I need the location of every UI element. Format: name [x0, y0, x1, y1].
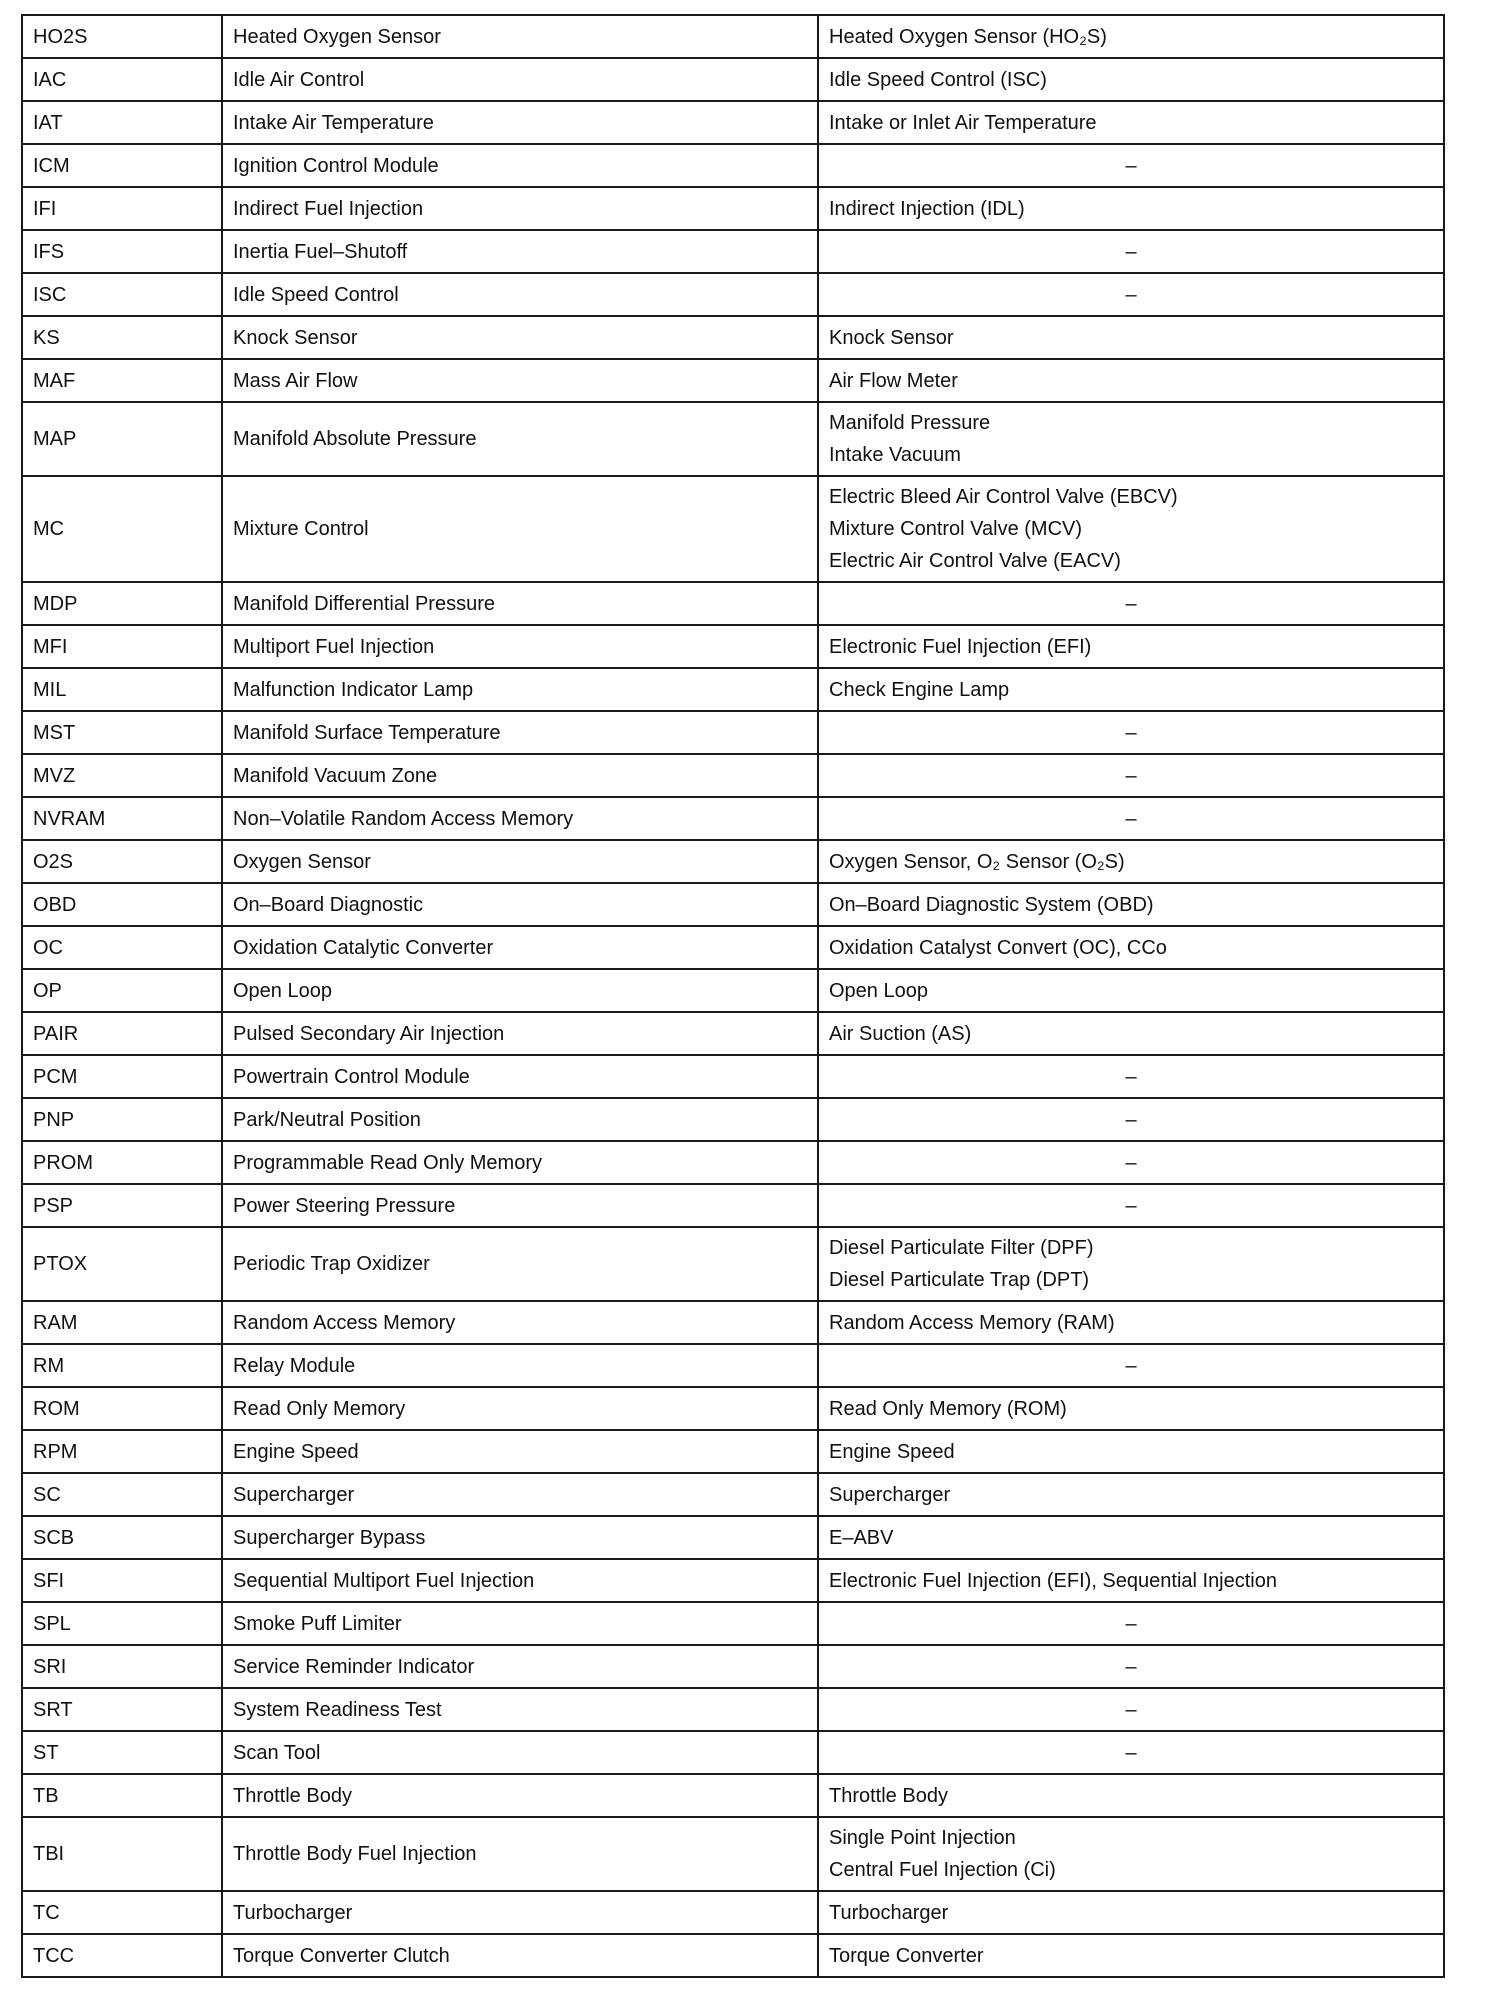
- equivalent-cell: [818, 1227, 1444, 1301]
- equivalent-cell: [818, 1387, 1444, 1430]
- equivalent-cell: [818, 1055, 1444, 1098]
- acronym-cell: MDP: [22, 582, 222, 625]
- equivalent-cell: [818, 187, 1444, 230]
- equivalent-cell: [818, 711, 1444, 754]
- term-cell: Service Reminder Indicator: [222, 1645, 818, 1688]
- equivalent-line: Diesel Particulate Trap (DPT): [829, 1269, 1090, 1291]
- acronym-cell: SRT: [22, 1688, 222, 1731]
- term-cell: Manifold Surface Temperature: [222, 711, 818, 754]
- equivalent-line: –: [1125, 807, 1137, 830]
- equivalent-cell: [818, 58, 1444, 101]
- term-cell: Relay Module: [222, 1344, 818, 1387]
- term-cell: Oxygen Sensor: [222, 840, 818, 883]
- equivalent-cell: [818, 840, 1444, 883]
- acronym-cell: PNP: [22, 1098, 222, 1141]
- equivalent-cell: [818, 476, 1444, 582]
- table-row: [22, 840, 1444, 883]
- equivalent-cell: [818, 144, 1444, 187]
- acronym-cell: MC: [22, 476, 222, 582]
- term-cell: Mixture Control: [222, 476, 818, 582]
- table-row: [22, 1602, 1444, 1645]
- equivalent-line: Intake Vacuum: [829, 444, 961, 466]
- equivalent-line: –: [1125, 1612, 1137, 1635]
- table-row: [22, 1731, 1444, 1774]
- acronym-cell: IFS: [22, 230, 222, 273]
- equivalent-line: Read Only Memory (ROM): [829, 1397, 1067, 1420]
- acronym-cell: OC: [22, 926, 222, 969]
- term-cell: Pulsed Secondary Air Injection: [222, 1012, 818, 1055]
- acronym-cell: MAF: [22, 359, 222, 402]
- acronym-cell: SFI: [22, 1559, 222, 1602]
- term-cell: System Readiness Test: [222, 1688, 818, 1731]
- term-cell: Ignition Control Module: [222, 144, 818, 187]
- table-row: [22, 230, 1444, 273]
- equivalent-line: Electric Bleed Air Control Valve (EBCV): [829, 486, 1178, 508]
- term-cell: Throttle Body: [222, 1774, 818, 1817]
- equivalent-line: Heated Oxygen Sensor (HO₂S): [829, 25, 1107, 48]
- equivalent-line: Check Engine Lamp: [829, 678, 1010, 701]
- acronym-cell: TBI: [22, 1817, 222, 1891]
- equivalent-line: –: [1125, 764, 1137, 787]
- equivalent-line: On–Board Diagnostic System (OBD): [829, 893, 1154, 916]
- acronym-cell: SPL: [22, 1602, 222, 1645]
- equivalent-cell: [818, 754, 1444, 797]
- equivalent-line: Oxidation Catalyst Convert (OC), CCo: [829, 936, 1167, 959]
- term-cell: Multiport Fuel Injection: [222, 625, 818, 668]
- equivalent-cell: [818, 1516, 1444, 1559]
- table-row: [22, 1141, 1444, 1184]
- table-row: [22, 797, 1444, 840]
- table-row: [22, 316, 1444, 359]
- equivalent-line: Electric Air Control Valve (EACV): [829, 550, 1121, 572]
- equivalent-cell: [818, 1141, 1444, 1184]
- term-cell: Knock Sensor: [222, 316, 818, 359]
- acronym-cell: PROM: [22, 1141, 222, 1184]
- table-row: [22, 883, 1444, 926]
- equivalent-cell: [818, 1012, 1444, 1055]
- equivalent-line: Knock Sensor: [829, 326, 954, 349]
- acronym-cell: ISC: [22, 273, 222, 316]
- equivalent-line: –: [1125, 721, 1137, 744]
- equivalent-line: –: [1125, 1108, 1137, 1131]
- term-cell: Throttle Body Fuel Injection: [222, 1817, 818, 1891]
- equivalent-cell: [818, 797, 1444, 840]
- term-cell: Malfunction Indicator Lamp: [222, 668, 818, 711]
- acronym-cell: RM: [22, 1344, 222, 1387]
- equivalent-line: Electronic Fuel Injection (EFI), Sequential Injection: [829, 1569, 1277, 1592]
- equivalent-line: Oxygen Sensor, O₂ Sensor (O₂S): [829, 850, 1125, 873]
- equivalent-cell: [818, 883, 1444, 926]
- equivalent-cell: [818, 1645, 1444, 1688]
- table-row: [22, 1301, 1444, 1344]
- table-row: [22, 1891, 1444, 1934]
- table-row: [22, 1688, 1444, 1731]
- equivalent-line: Engine Speed: [829, 1440, 955, 1463]
- equivalent-cell: [818, 625, 1444, 668]
- table-row: [22, 359, 1444, 402]
- equivalent-line: –: [1125, 1655, 1137, 1678]
- table-row: [22, 1559, 1444, 1602]
- acronym-cell: IAT: [22, 101, 222, 144]
- table-row: [22, 582, 1444, 625]
- table-row: [22, 1645, 1444, 1688]
- equivalent-line: Manifold Pressure: [829, 412, 991, 434]
- term-cell: Supercharger Bypass: [222, 1516, 818, 1559]
- acronym-cell: MST: [22, 711, 222, 754]
- equivalent-line: –: [1125, 283, 1137, 306]
- term-cell: Periodic Trap Oxidizer: [222, 1227, 818, 1301]
- table-row: [22, 711, 1444, 754]
- term-cell: Indirect Fuel Injection: [222, 187, 818, 230]
- acronym-cell: ICM: [22, 144, 222, 187]
- table-row: [22, 273, 1444, 316]
- term-cell: Mass Air Flow: [222, 359, 818, 402]
- equivalent-line: –: [1125, 1354, 1137, 1377]
- equivalent-line: –: [1125, 240, 1137, 263]
- term-cell: Smoke Puff Limiter: [222, 1602, 818, 1645]
- abbreviation-table: [21, 14, 1445, 1978]
- equivalent-cell: [818, 926, 1444, 969]
- equivalent-line: Intake or Inlet Air Temperature: [829, 111, 1097, 134]
- table-row: [22, 58, 1444, 101]
- equivalent-line: Supercharger: [829, 1483, 951, 1506]
- equivalent-cell: [818, 1934, 1444, 1977]
- acronym-cell: IAC: [22, 58, 222, 101]
- table-body: [22, 15, 1444, 1977]
- term-cell: Random Access Memory: [222, 1301, 818, 1344]
- acronym-cell: SCB: [22, 1516, 222, 1559]
- acronym-cell: HO2S: [22, 15, 222, 58]
- acronym-cell: TB: [22, 1774, 222, 1817]
- equivalent-cell: [818, 15, 1444, 58]
- equivalent-line: –: [1125, 1065, 1137, 1088]
- equivalent-cell: [818, 1602, 1444, 1645]
- equivalent-cell: [818, 1098, 1444, 1141]
- acronym-cell: RAM: [22, 1301, 222, 1344]
- table-row: [22, 1012, 1444, 1055]
- equivalent-cell: [818, 668, 1444, 711]
- table-row: [22, 1184, 1444, 1227]
- equivalent-cell: [818, 1731, 1444, 1774]
- term-cell: Inertia Fuel–Shutoff: [222, 230, 818, 273]
- acronym-cell: RPM: [22, 1430, 222, 1473]
- acronym-cell: ROM: [22, 1387, 222, 1430]
- term-cell: Park/Neutral Position: [222, 1098, 818, 1141]
- acronym-cell: MVZ: [22, 754, 222, 797]
- acronym-cell: PCM: [22, 1055, 222, 1098]
- table-row: [22, 187, 1444, 230]
- equivalent-cell: [818, 101, 1444, 144]
- table-row: [22, 1344, 1444, 1387]
- acronym-cell: TCC: [22, 1934, 222, 1977]
- equivalent-cell: [818, 582, 1444, 625]
- table-row: [22, 144, 1444, 187]
- acronym-cell: SC: [22, 1473, 222, 1516]
- equivalent-line: Throttle Body: [829, 1784, 948, 1807]
- acronym-cell: PAIR: [22, 1012, 222, 1055]
- table-row: [22, 969, 1444, 1012]
- equivalent-line: Idle Speed Control (ISC): [829, 68, 1047, 91]
- equivalent-line: –: [1125, 1741, 1137, 1764]
- table-row: [22, 1934, 1444, 1977]
- equivalent-line: Mixture Control Valve (MCV): [829, 518, 1083, 540]
- term-cell: Open Loop: [222, 969, 818, 1012]
- table-row: [22, 1098, 1444, 1141]
- term-cell: Programmable Read Only Memory: [222, 1141, 818, 1184]
- table-row: [22, 1817, 1444, 1891]
- term-cell: Idle Air Control: [222, 58, 818, 101]
- term-cell: Manifold Absolute Pressure: [222, 402, 818, 476]
- term-cell: Heated Oxygen Sensor: [222, 15, 818, 58]
- table-row: [22, 1430, 1444, 1473]
- equivalent-cell: [818, 316, 1444, 359]
- equivalent-line: –: [1125, 592, 1137, 615]
- acronym-cell: IFI: [22, 187, 222, 230]
- acronym-cell: NVRAM: [22, 797, 222, 840]
- acronym-cell: MFI: [22, 625, 222, 668]
- term-cell: Intake Air Temperature: [222, 101, 818, 144]
- term-cell: Supercharger: [222, 1473, 818, 1516]
- equivalent-cell: [818, 1688, 1444, 1731]
- acronym-cell: ST: [22, 1731, 222, 1774]
- equivalent-cell: [818, 359, 1444, 402]
- equivalent-cell: [818, 1184, 1444, 1227]
- table-row: [22, 926, 1444, 969]
- equivalent-line: Random Access Memory (RAM): [829, 1311, 1115, 1334]
- equivalent-line: Torque Converter: [829, 1944, 984, 1967]
- acronym-cell: PTOX: [22, 1227, 222, 1301]
- equivalent-cell: [818, 1430, 1444, 1473]
- table-row: [22, 15, 1444, 58]
- acronym-cell: OBD: [22, 883, 222, 926]
- equivalent-line: E–ABV: [829, 1526, 894, 1549]
- table-row: [22, 1055, 1444, 1098]
- equivalent-line: –: [1125, 1194, 1137, 1217]
- acronym-cell: MIL: [22, 668, 222, 711]
- table-row: [22, 1473, 1444, 1516]
- equivalent-cell: [818, 273, 1444, 316]
- equivalent-line: Electronic Fuel Injection (EFI): [829, 635, 1092, 658]
- term-cell: Manifold Vacuum Zone: [222, 754, 818, 797]
- table-row: [22, 754, 1444, 797]
- term-cell: Oxidation Catalytic Converter: [222, 926, 818, 969]
- equivalent-cell: [818, 402, 1444, 476]
- equivalent-cell: [818, 230, 1444, 273]
- acronym-cell: OP: [22, 969, 222, 1012]
- term-cell: Engine Speed: [222, 1430, 818, 1473]
- table-row: [22, 668, 1444, 711]
- acronym-cell: PSP: [22, 1184, 222, 1227]
- term-cell: Scan Tool: [222, 1731, 818, 1774]
- equivalent-line: Diesel Particulate Filter (DPF): [829, 1237, 1094, 1259]
- term-cell: On–Board Diagnostic: [222, 883, 818, 926]
- equivalent-line: Central Fuel Injection (Ci): [829, 1859, 1056, 1881]
- table-row: [22, 402, 1444, 476]
- term-cell: Non–Volatile Random Access Memory: [222, 797, 818, 840]
- equivalent-cell: [818, 1774, 1444, 1817]
- equivalent-line: –: [1125, 1151, 1137, 1174]
- acronym-cell: KS: [22, 316, 222, 359]
- acronym-cell: TC: [22, 1891, 222, 1934]
- table-row: [22, 101, 1444, 144]
- table-row: [22, 1387, 1444, 1430]
- acronym-cell: O2S: [22, 840, 222, 883]
- equivalent-line: Single Point Injection: [829, 1827, 1016, 1849]
- equivalent-line: Turbocharger: [829, 1901, 949, 1924]
- equivalent-cell: [818, 1817, 1444, 1891]
- equivalent-cell: [818, 969, 1444, 1012]
- term-cell: Sequential Multiport Fuel Injection: [222, 1559, 818, 1602]
- term-cell: Powertrain Control Module: [222, 1055, 818, 1098]
- acronym-cell: MAP: [22, 402, 222, 476]
- table-row: [22, 1516, 1444, 1559]
- term-cell: Idle Speed Control: [222, 273, 818, 316]
- table-row: [22, 1227, 1444, 1301]
- term-cell: Manifold Differential Pressure: [222, 582, 818, 625]
- equivalent-line: Open Loop: [829, 979, 928, 1002]
- equivalent-cell: [818, 1891, 1444, 1934]
- term-cell: Torque Converter Clutch: [222, 1934, 818, 1977]
- equivalent-cell: [818, 1301, 1444, 1344]
- equivalent-cell: [818, 1344, 1444, 1387]
- equivalent-cell: [818, 1473, 1444, 1516]
- table-row: [22, 1774, 1444, 1817]
- equivalent-line: –: [1125, 1698, 1137, 1721]
- table-row: [22, 476, 1444, 582]
- equivalent-line: Indirect Injection (IDL): [829, 197, 1025, 220]
- term-cell: Turbocharger: [222, 1891, 818, 1934]
- equivalent-cell: [818, 1559, 1444, 1602]
- equivalent-line: Air Flow Meter: [829, 369, 958, 392]
- equivalent-line: Air Suction (AS): [829, 1022, 972, 1045]
- table-row: [22, 625, 1444, 668]
- acronym-cell: SRI: [22, 1645, 222, 1688]
- equivalent-line: –: [1125, 154, 1137, 177]
- term-cell: Power Steering Pressure: [222, 1184, 818, 1227]
- term-cell: Read Only Memory: [222, 1387, 818, 1430]
